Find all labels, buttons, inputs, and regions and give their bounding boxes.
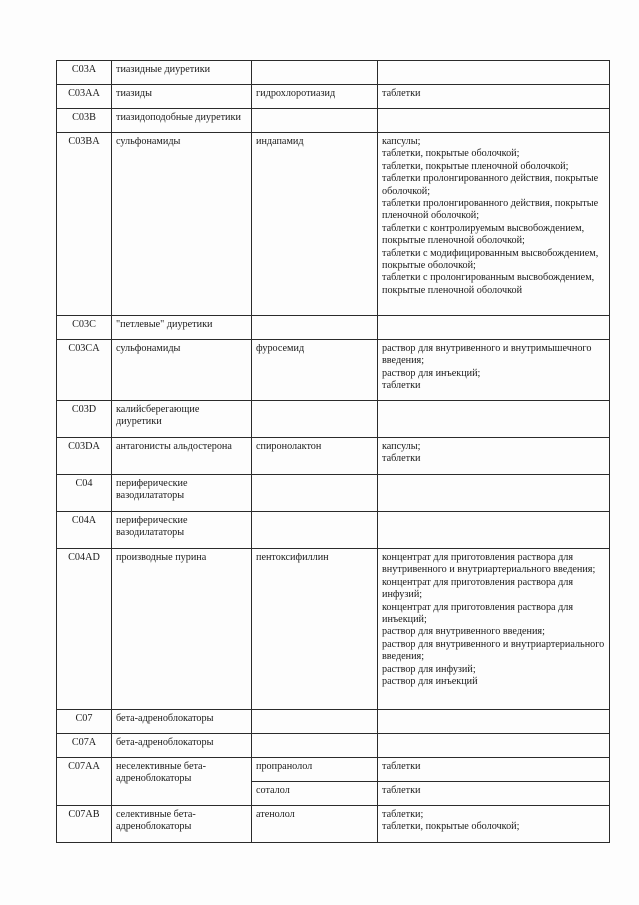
table-row — [57, 401, 610, 438]
dosage-form: таблетки — [382, 88, 421, 99]
dosage-forms-cell — [378, 475, 610, 512]
inn-cell: индапамид — [252, 133, 378, 316]
inn-cell — [252, 710, 378, 734]
pharmacological-group-cell: калийсберегающие диуретики — [112, 401, 252, 438]
inn-cell — [252, 401, 378, 438]
table-row — [57, 734, 610, 758]
dosage-form: таблетки с контролируемым высвобождением, покрытые пленочной оболочкой; — [382, 222, 585, 247]
dosage-form: концентрат для приготовления раствора для инъекций; — [382, 601, 574, 626]
dosage-form: таблетки с пролонгированным высвобождением, покрытые пленочной оболочкой — [382, 272, 595, 296]
table-row — [57, 475, 610, 512]
dosage-forms-cell — [378, 316, 610, 340]
pharmacological-group-cell: антагонисты альдостерона — [112, 438, 252, 475]
dosage-form: таблетки — [382, 380, 421, 392]
table-row — [57, 133, 610, 316]
table-row — [57, 806, 610, 843]
atc-code-cell: C03BA — [57, 133, 112, 316]
atc-code-cell: C03D — [57, 401, 112, 438]
atc-code-cell: C07 — [57, 710, 112, 734]
atc-code-cell: C03AA — [57, 85, 112, 109]
pharmacological-group-cell: бета-адреноблокаторы — [112, 734, 252, 758]
inn-cell: фуросемид — [252, 340, 378, 401]
inn-cell — [252, 316, 378, 340]
atc-code-cell: C07AB — [57, 806, 112, 843]
dosage-form: таблетки с модифицированным высвобождением, покрытые оболочкой; — [382, 247, 599, 272]
atc-code-cell: C04 — [57, 475, 112, 512]
inn-cell: пентоксифиллин — [252, 549, 378, 710]
dosage-form: таблетки — [382, 761, 421, 772]
dosage-form: раствор для инъекций; — [382, 367, 481, 379]
pharmacological-group-cell: производные пурина — [112, 549, 252, 710]
dosage-forms-cell — [378, 782, 610, 806]
inn-cell: гидрохлоротиазид — [252, 85, 378, 109]
pharmacological-group-cell: тиазидоподобные диуретики — [112, 109, 252, 133]
dosage-form: концентрат для приготовления раствора для инфузий; — [382, 576, 574, 601]
pharmacological-group-cell: периферические вазодилататоры — [112, 512, 252, 549]
table-row — [57, 549, 610, 710]
inn-cell — [252, 512, 378, 549]
dosage-form: капсулы; — [382, 441, 421, 452]
dosage-forms-cell — [378, 710, 610, 734]
dosage-forms-cell — [378, 85, 610, 109]
atc-code-cell: C03C — [57, 316, 112, 340]
dosage-form: таблетки пролонгированного действия, покрытые оболочкой; — [382, 173, 599, 197]
dosage-forms-cell — [378, 133, 610, 316]
pharmacological-group-cell: "петлевые" диуретики — [112, 316, 252, 340]
table-row — [57, 512, 610, 549]
inn-cell — [252, 734, 378, 758]
pharmacological-group-cell: периферические вазодилататоры — [112, 475, 252, 512]
dosage-form: капсулы; — [382, 136, 421, 147]
table-row — [57, 710, 610, 734]
dosage-form: раствор для инфузий; — [382, 663, 476, 675]
dosage-forms-cell — [378, 734, 610, 758]
table-row — [57, 758, 610, 782]
table-row — [57, 438, 610, 475]
table-row — [57, 340, 610, 401]
dosage-form: раствор для внутривенного и внутриартериального введения; — [382, 638, 605, 663]
dosage-form: таблетки — [382, 453, 421, 465]
inn-cell — [252, 475, 378, 512]
atc-code-cell: C03A — [57, 61, 112, 85]
atc-code-cell: C07AA — [57, 758, 112, 806]
atc-code-cell: C07A — [57, 734, 112, 758]
dosage-forms-cell — [378, 806, 610, 843]
dosage-form: раствор для внутривенного введения; — [382, 626, 545, 638]
table-body — [57, 61, 610, 843]
inn-cell: спиронолактон — [252, 438, 378, 475]
inn-cell — [252, 109, 378, 133]
dosage-forms-cell — [378, 401, 610, 438]
atc-code-cell: C03DA — [57, 438, 112, 475]
dosage-form: концентрат для приготовления раствора для внутривенного и внутриартериального введения; — [382, 552, 596, 576]
atc-code-cell: C03CA — [57, 340, 112, 401]
pharmacological-group-cell: тиазиды — [112, 85, 252, 109]
dosage-form: таблетки, покрытые пленочной оболочкой; — [382, 160, 569, 172]
dosage-form: таблетки — [382, 785, 421, 796]
dosage-form: таблетки; — [382, 809, 424, 820]
table-row — [57, 85, 610, 109]
table-row — [57, 316, 610, 340]
dosage-forms-cell — [378, 340, 610, 401]
dosage-forms-cell — [378, 549, 610, 710]
drug-list-table — [56, 60, 610, 843]
dosage-forms-cell — [378, 512, 610, 549]
dosage-forms-cell — [378, 758, 610, 782]
atc-code-cell: C04AD — [57, 549, 112, 710]
dosage-form: таблетки, покрытые оболочкой; — [382, 148, 520, 160]
inn-cell: соталол — [252, 782, 378, 806]
dosage-forms-cell — [378, 109, 610, 133]
atc-code-cell: C04A — [57, 512, 112, 549]
table-row — [57, 61, 610, 85]
pharmacological-group-cell: неселективные бета-адреноблокаторы — [112, 758, 252, 806]
inn-cell: атенолол — [252, 806, 378, 843]
pharmacological-group-cell: тиазидные диуретики — [112, 61, 252, 85]
pharmacological-group-cell: сульфонамиды — [112, 133, 252, 316]
inn-cell: пропранолол — [252, 758, 378, 782]
table-row — [57, 109, 610, 133]
pharmacological-group-cell: сульфонамиды — [112, 340, 252, 401]
dosage-form: таблетки, покрытые оболочкой; — [382, 821, 520, 833]
dosage-form: раствор для внутривенного и внутримышечного введения; — [382, 343, 592, 367]
atc-code-cell: C03B — [57, 109, 112, 133]
pharmacological-group-cell: бета-адреноблокаторы — [112, 710, 252, 734]
inn-cell — [252, 61, 378, 85]
dosage-forms-cell — [378, 438, 610, 475]
dosage-form: раствор для инъекций — [382, 676, 478, 688]
dosage-forms-cell — [378, 61, 610, 85]
dosage-form: таблетки пролонгированного действия, покрытые пленочной оболочкой; — [382, 198, 599, 222]
pharmacological-group-cell: селективные бета-адреноблокаторы — [112, 806, 252, 843]
